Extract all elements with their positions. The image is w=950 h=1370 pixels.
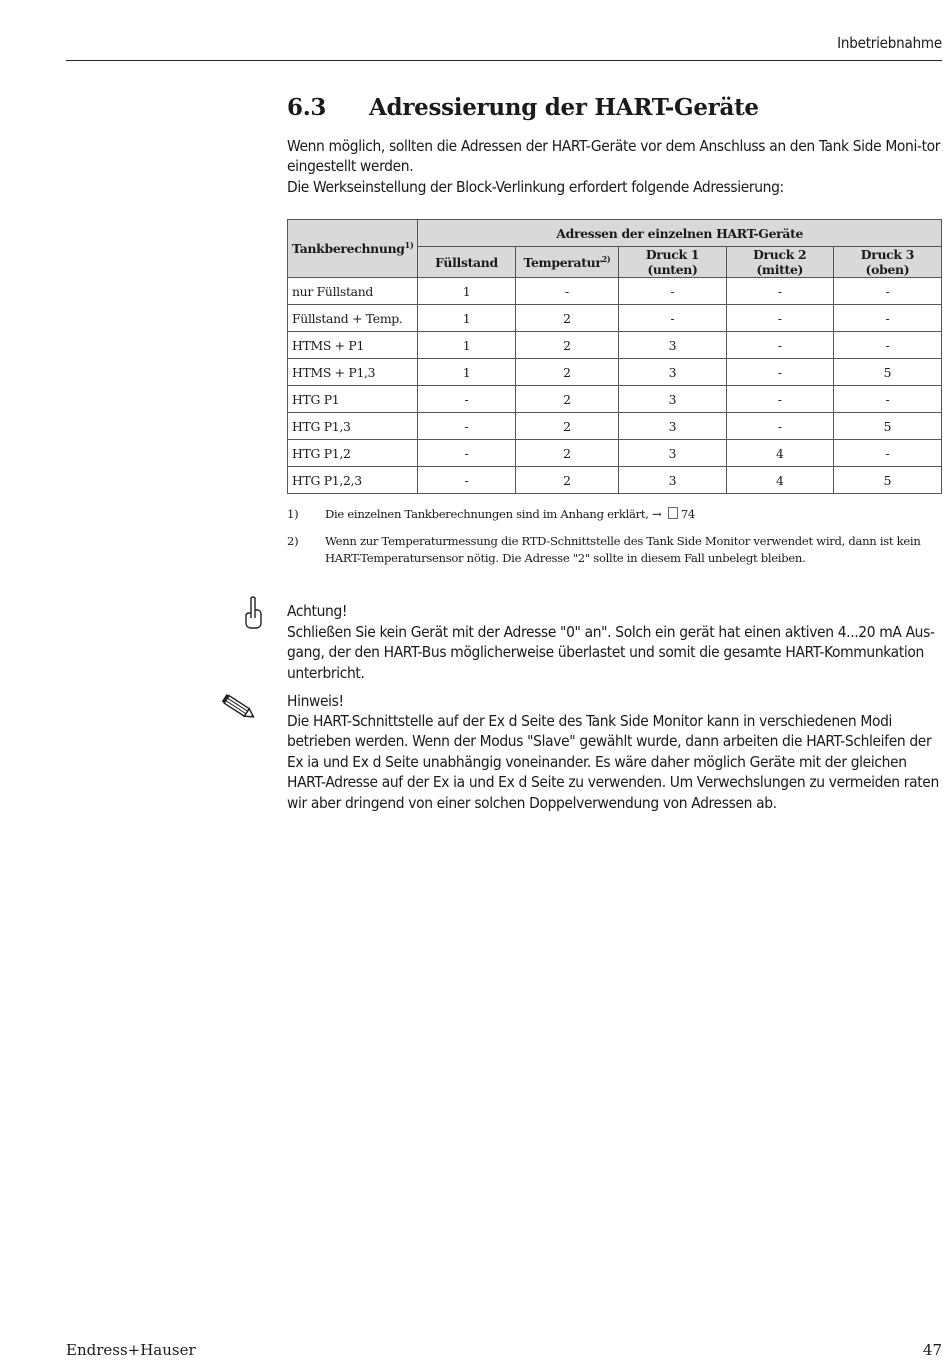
table-row (288, 359, 942, 386)
pointing-hand-icon (242, 596, 264, 630)
table-row (288, 305, 942, 332)
group-header-cell: Adressen der einzelnen HART-Geräte (418, 220, 942, 247)
table-cell: - (726, 278, 833, 305)
running-header: Inbetriebnahme (837, 34, 942, 52)
column-header: Druck 3 (oben) (833, 247, 941, 278)
caution-title: Achtung! (287, 602, 348, 620)
table-cell: - (619, 278, 726, 305)
table-cell: 4 (726, 440, 833, 467)
row-label: nur Füllstand (288, 278, 418, 305)
table-cell: - (418, 413, 515, 440)
table-cell: 4 (726, 467, 833, 494)
pencil-icon (220, 694, 258, 722)
table-cell: 1 (418, 332, 515, 359)
table-cell: - (833, 440, 941, 467)
row-label: Füllstand + Temp. (288, 305, 418, 332)
table-cell: 2 (515, 332, 619, 359)
table-row (288, 278, 942, 305)
table-cell: - (726, 305, 833, 332)
table-cell: - (726, 386, 833, 413)
table-cell: - (833, 305, 941, 332)
table-cell: 5 (833, 413, 941, 440)
row-header-cell: Tankberechnung$^{1)}$ (288, 220, 418, 278)
column-header: Druck 1 (unten) (619, 247, 726, 278)
column-header: Füllstand (418, 247, 515, 278)
row-label: HTG P1,3 (288, 413, 418, 440)
row-label: HTMS + P1,3 (288, 359, 418, 386)
page-ref-link[interactable]: 74 (680, 507, 695, 521)
note-title: Hinweis! (287, 692, 344, 710)
section-title: Adressierung der HART-Geräte (369, 94, 759, 121)
table-cell: - (726, 413, 833, 440)
footer-brand: Endress+Hauser (66, 1341, 196, 1359)
intro-paragraph-1: Wenn möglich, sollten die Adressen der HART-Geräte vor dem Anschluss an den Tank Side Moni-tor eingestellt werden. (287, 137, 941, 176)
table-cell: 3 (619, 467, 726, 494)
column-header: Druck 2 (mitte) (726, 247, 833, 278)
intro-paragraph-2: Die Werkseinstellung der Block-Verlinkung erfordert folgende Adressierung: (287, 178, 784, 196)
table-cell: 1 (418, 359, 515, 386)
table-cell: - (726, 359, 833, 386)
page-ref-icon (668, 507, 678, 519)
footnote-1: 1) Die einzelnen Tankberechnungen sind im Anhang erklärt, → 74 (287, 507, 695, 521)
footnote-2: 2) Wenn zur Temperaturmessung die RTD-Schnittstelle des Tank Side Monitor verwendet wird, dann ist kein HART-Temperatursensor nötig. Die Adresse "2" sollte in diesem Fall unbelegt bleiben. (287, 534, 921, 565)
table-cell: 1 (418, 305, 515, 332)
table-cell: - (418, 467, 515, 494)
page-number: 47 (922, 1341, 942, 1359)
table-cell: 3 (619, 359, 726, 386)
table-cell: 3 (619, 413, 726, 440)
row-label: HTG P1,2,3 (288, 467, 418, 494)
table-cell: 2 (515, 413, 619, 440)
table-cell: 2 (515, 386, 619, 413)
table-cell: - (515, 278, 619, 305)
table-cell: - (833, 386, 941, 413)
table-row (288, 440, 942, 467)
table-cell: 3 (619, 332, 726, 359)
table-cell: - (833, 278, 941, 305)
table-cell: - (418, 440, 515, 467)
table-cell: 1 (418, 278, 515, 305)
row-label: HTMS + P1 (288, 332, 418, 359)
table-cell: - (833, 332, 941, 359)
table-row (288, 332, 942, 359)
note-text: Die HART-Schnittstelle auf der Ex d Seite des Tank Side Monitor kann in verschiedenen Modi betrieben werden. Wenn der Modus "Slave" gewählt wurde, dann arbeiten die HART-Schleifen der Ex ia und Ex d Seite unabhängig voneinander. Es wäre daher möglich Geräte mit der gleichen HART-Adresse auf der Ex ia und Ex d Seite zu verwenden. Um Verwechslungen zu vermeiden raten wir aber dringend von einer solchen Doppelverwendung von Adressen ab. (287, 712, 939, 812)
table-cell: 3 (619, 386, 726, 413)
section-number: 6.3 (287, 94, 327, 121)
table-cell: 5 (833, 359, 941, 386)
table-row (288, 386, 942, 413)
table-row (288, 467, 942, 494)
table-cell: 3 (619, 440, 726, 467)
table-cell: 2 (515, 305, 619, 332)
address-table (287, 219, 942, 494)
table-cell: 2 (515, 359, 619, 386)
table-cell: - (418, 386, 515, 413)
column-header: Temperatur$^{2)}$ (515, 247, 619, 278)
section-heading (287, 94, 759, 121)
row-label: HTG P1 (288, 386, 418, 413)
table-cell: 2 (515, 440, 619, 467)
row-label: HTG P1,2 (288, 440, 418, 467)
table-cell: 2 (515, 467, 619, 494)
table-cell: - (619, 305, 726, 332)
table-row (288, 413, 942, 440)
table-cell: 5 (833, 467, 941, 494)
table-cell: - (726, 332, 833, 359)
header-rule (66, 60, 942, 61)
caution-text: Schließen Sie kein Gerät mit der Adresse "0" an". Solch ein gerät hat einen aktiven 4...20 mA Aus-gang, der den HART-Bus möglicherweise überlastet und somit die gesamte HART-Kommunkation unterbricht. (287, 623, 935, 682)
